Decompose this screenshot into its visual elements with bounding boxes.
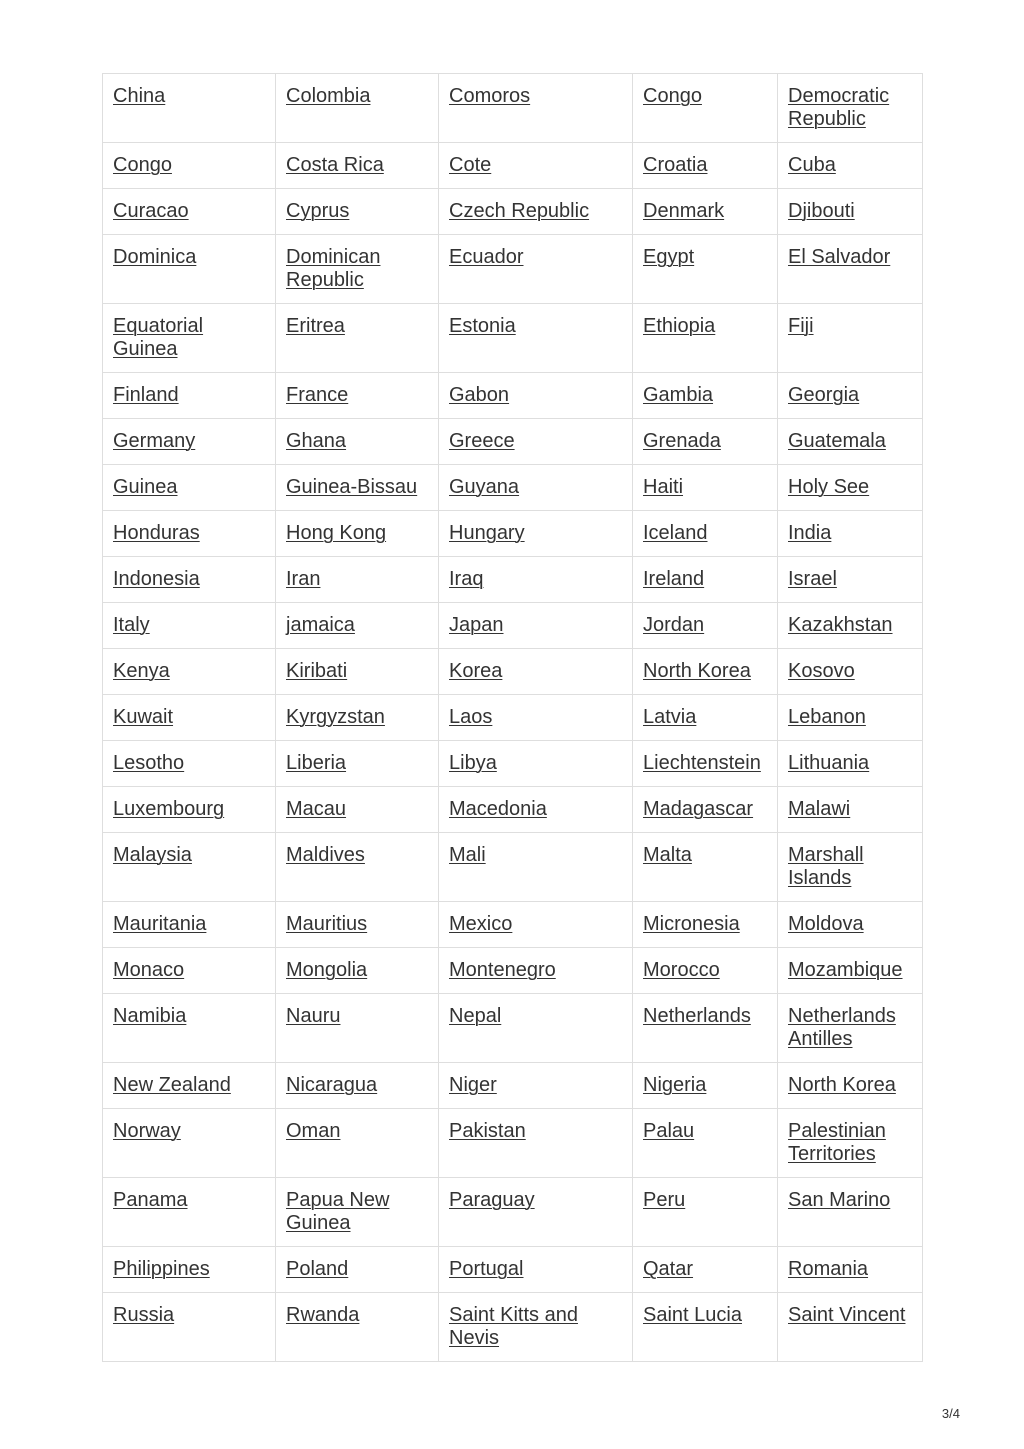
country-link[interactable]: Kyrgyzstan [286, 706, 385, 728]
table-row [103, 419, 923, 465]
country-link[interactable]: Iraq [449, 568, 484, 590]
table-row [103, 695, 923, 741]
country-link[interactable]: Palestinian Territories [788, 1120, 886, 1165]
table-cell [439, 235, 633, 304]
table-cell [439, 465, 633, 511]
country-link[interactable]: Niger [449, 1074, 497, 1096]
country-link[interactable]: Kenya [113, 660, 170, 682]
table-cell [276, 419, 439, 465]
table-cell [103, 373, 276, 419]
table-cell [778, 695, 923, 741]
country-link[interactable]: Rwanda [286, 1304, 360, 1326]
country-link[interactable]: Israel [788, 568, 837, 590]
country-link[interactable]: Kuwait [113, 706, 174, 728]
table-cell [103, 143, 276, 189]
table-row [103, 74, 923, 143]
table-cell [778, 1178, 923, 1247]
country-link[interactable]: Netherlands [643, 1005, 751, 1027]
country-link[interactable]: Qatar [643, 1258, 694, 1280]
country-link[interactable]: Hong Kong [286, 522, 387, 544]
table-cell [439, 994, 633, 1063]
table-cell [778, 833, 923, 902]
country-link[interactable]: Portugal [449, 1258, 524, 1280]
country-link[interactable]: Guyana [449, 476, 520, 498]
table-row [103, 304, 923, 373]
table-cell [276, 994, 439, 1063]
table-row [103, 1109, 923, 1178]
table-cell [276, 235, 439, 304]
table-cell [439, 1293, 633, 1362]
country-link[interactable]: Palau [643, 1120, 695, 1142]
table-cell [276, 143, 439, 189]
country-link[interactable]: jamaica [286, 614, 355, 636]
table-cell [778, 304, 923, 373]
table-row [103, 1178, 923, 1247]
table-cell [633, 419, 778, 465]
table-cell [778, 419, 923, 465]
table-cell [103, 1178, 276, 1247]
table-row [103, 741, 923, 787]
table-cell [276, 787, 439, 833]
table-cell [439, 695, 633, 741]
table-cell [778, 1109, 923, 1178]
country-link[interactable]: Malta [643, 844, 692, 866]
table-cell [439, 649, 633, 695]
country-link[interactable]: North Korea [643, 660, 751, 682]
table-cell [103, 948, 276, 994]
country-link[interactable]: Morocco [643, 959, 720, 981]
table-cell [633, 902, 778, 948]
country-link[interactable]: Greece [449, 430, 515, 452]
table-cell [103, 787, 276, 833]
country-link[interactable]: El Salvador [788, 246, 891, 268]
country-link[interactable]: Libya [449, 752, 497, 774]
country-link[interactable]: Guatemala [788, 430, 886, 452]
table-cell [778, 741, 923, 787]
country-link[interactable]: Saint Kitts and Nevis [449, 1304, 578, 1349]
country-link[interactable]: Gabon [449, 384, 510, 406]
table-cell [778, 1293, 923, 1362]
table-cell [103, 603, 276, 649]
table-cell [276, 1109, 439, 1178]
table-cell [633, 741, 778, 787]
table-cell [633, 1109, 778, 1178]
table-cell [439, 948, 633, 994]
country-link[interactable]: Monaco [113, 959, 185, 981]
country-link[interactable]: Maldives [286, 844, 365, 866]
country-link[interactable]: Lesotho [113, 752, 185, 774]
table-cell [276, 1247, 439, 1293]
table-row [103, 235, 923, 304]
table-cell [103, 994, 276, 1063]
table-row [103, 143, 923, 189]
table-cell [778, 557, 923, 603]
table-cell [276, 695, 439, 741]
country-link[interactable]: Liechtenstein [643, 752, 761, 774]
table-cell [778, 787, 923, 833]
country-link[interactable]: Croatia [643, 154, 708, 176]
table-cell [778, 994, 923, 1063]
country-link[interactable]: Paraguay [449, 1189, 535, 1211]
table-cell [439, 189, 633, 235]
table-cell [633, 143, 778, 189]
table-cell [103, 557, 276, 603]
table-cell [778, 902, 923, 948]
table-cell [276, 465, 439, 511]
table-cell [633, 511, 778, 557]
table-row [103, 833, 923, 902]
country-link[interactable]: Ecuador [449, 246, 524, 268]
country-link[interactable]: Cuba [788, 154, 836, 176]
table-cell [633, 994, 778, 1063]
country-link[interactable]: Finland [113, 384, 179, 406]
country-link[interactable]: Japan [449, 614, 504, 636]
table-cell [633, 1063, 778, 1109]
country-link[interactable]: Czech Republic [449, 200, 590, 222]
table-cell [778, 1247, 923, 1293]
country-link[interactable]: India [788, 522, 832, 544]
table-cell [633, 948, 778, 994]
table-cell [439, 787, 633, 833]
table-row [103, 1063, 923, 1109]
table-row [103, 1293, 923, 1362]
table-cell [276, 902, 439, 948]
country-link[interactable]: Papua New Guinea [286, 1189, 390, 1234]
table-cell [633, 695, 778, 741]
country-link[interactable]: Democratic Republic [788, 85, 890, 130]
country-link[interactable]: Nicaragua [286, 1074, 378, 1096]
country-link[interactable]: Equatorial Guinea [113, 315, 204, 360]
table-row [103, 373, 923, 419]
table-cell [276, 948, 439, 994]
table-cell [103, 511, 276, 557]
country-link[interactable]: Malawi [788, 798, 851, 820]
country-link[interactable]: Malaysia [113, 844, 192, 866]
country-link[interactable]: Ghana [286, 430, 347, 452]
table-cell [633, 1247, 778, 1293]
country-link[interactable]: Italy [113, 614, 150, 636]
table-cell [633, 235, 778, 304]
table-cell [439, 1247, 633, 1293]
table-cell [778, 603, 923, 649]
country-link[interactable]: Micronesia [643, 913, 740, 935]
country-link[interactable]: Jordan [643, 614, 705, 636]
table-cell [276, 189, 439, 235]
country-link[interactable]: Montenegro [449, 959, 556, 981]
country-link[interactable]: Nauru [286, 1005, 341, 1027]
country-link[interactable]: Latvia [643, 706, 697, 728]
country-link[interactable]: Pakistan [449, 1120, 526, 1142]
country-link[interactable]: Mozambique [788, 959, 903, 981]
country-link[interactable]: Mexico [449, 913, 513, 935]
country-link[interactable]: Mongolia [286, 959, 368, 981]
country-link[interactable]: Kosovo [788, 660, 855, 682]
table-cell [276, 373, 439, 419]
table-cell [633, 74, 778, 143]
table-cell [778, 373, 923, 419]
table-cell [439, 741, 633, 787]
table-cell [778, 189, 923, 235]
country-link[interactable]: Nigeria [643, 1074, 707, 1096]
table-cell [276, 1178, 439, 1247]
table-cell [103, 304, 276, 373]
table-cell [778, 235, 923, 304]
country-link[interactable]: Honduras [113, 522, 200, 544]
country-link[interactable]: Ireland [643, 568, 705, 590]
country-link[interactable]: Panama [113, 1189, 188, 1211]
table-cell [103, 741, 276, 787]
country-table [102, 73, 923, 1362]
table-cell [103, 419, 276, 465]
country-link[interactable]: Moldova [788, 913, 864, 935]
table-row [103, 948, 923, 994]
country-link[interactable]: Costa Rica [286, 154, 384, 176]
table-cell [633, 1178, 778, 1247]
country-link[interactable]: Kiribati [286, 660, 348, 682]
country-link[interactable]: San Marino [788, 1189, 891, 1211]
table-row [103, 1247, 923, 1293]
country-link[interactable]: Laos [449, 706, 493, 728]
table-cell [103, 1247, 276, 1293]
country-link[interactable]: Hungary [449, 522, 525, 544]
table-cell [633, 787, 778, 833]
table-cell [633, 304, 778, 373]
table-cell [778, 948, 923, 994]
table-cell [276, 833, 439, 902]
table-cell [276, 1293, 439, 1362]
table-cell [439, 419, 633, 465]
table-cell [103, 465, 276, 511]
table-cell [439, 603, 633, 649]
table-cell [633, 649, 778, 695]
table-row [103, 557, 923, 603]
country-link[interactable]: Indonesia [113, 568, 200, 590]
table-cell [633, 833, 778, 902]
country-link[interactable]: Saint Vincent [788, 1304, 906, 1326]
table-cell [633, 189, 778, 235]
table-cell [276, 511, 439, 557]
table-cell [439, 373, 633, 419]
table-cell [276, 741, 439, 787]
country-link[interactable]: Poland [286, 1258, 349, 1280]
table-cell [103, 74, 276, 143]
table-cell [633, 603, 778, 649]
country-link[interactable]: Germany [113, 430, 196, 452]
country-link[interactable]: Saint Lucia [643, 1304, 742, 1326]
country-link[interactable]: Dominican Republic [286, 246, 381, 291]
table-cell [103, 1063, 276, 1109]
country-link[interactable]: Netherlands Antilles [788, 1005, 896, 1050]
table-cell [633, 1293, 778, 1362]
table-cell [103, 1109, 276, 1178]
table-cell [276, 603, 439, 649]
table-cell [103, 189, 276, 235]
country-link[interactable]: Fiji [788, 315, 814, 337]
country-link[interactable]: Iceland [643, 522, 708, 544]
country-link[interactable]: Macedonia [449, 798, 547, 820]
country-link[interactable]: Namibia [113, 1005, 187, 1027]
country-link[interactable]: Norway [113, 1120, 181, 1142]
table-cell [778, 511, 923, 557]
table-cell [276, 557, 439, 603]
table-cell [778, 74, 923, 143]
country-link[interactable]: Luxembourg [113, 798, 225, 820]
country-link[interactable]: Lithuania [788, 752, 870, 774]
country-link[interactable]: Marshall Islands [788, 844, 864, 889]
country-link[interactable]: Nepal [449, 1005, 502, 1027]
country-link[interactable]: North Korea [788, 1074, 896, 1096]
table-cell [439, 1063, 633, 1109]
country-link[interactable]: Comoros [449, 85, 531, 107]
country-link[interactable]: Peru [643, 1189, 686, 1211]
table-cell [103, 833, 276, 902]
table-row [103, 465, 923, 511]
country-link[interactable]: Russia [113, 1304, 175, 1326]
table-cell [103, 1293, 276, 1362]
country-link[interactable]: Madagascar [643, 798, 754, 820]
table-cell [633, 465, 778, 511]
table-cell [276, 304, 439, 373]
country-link[interactable]: New Zealand [113, 1074, 231, 1096]
table-cell [439, 1178, 633, 1247]
table-row [103, 189, 923, 235]
table-cell [103, 235, 276, 304]
table-cell [633, 373, 778, 419]
country-link[interactable]: Liberia [286, 752, 347, 774]
country-link[interactable]: Iran [286, 568, 321, 590]
table-cell [103, 695, 276, 741]
table-row [103, 649, 923, 695]
country-link[interactable]: Djibouti [788, 200, 855, 222]
country-link[interactable]: Guinea-Bissau [286, 476, 418, 498]
page-number: 3/4 [941, 1406, 960, 1421]
country-link[interactable]: Congo [643, 85, 702, 107]
country-link[interactable]: Kazakhstan [788, 614, 893, 636]
country-link[interactable]: Ethiopia [643, 315, 716, 337]
table-row [103, 603, 923, 649]
table-cell [439, 143, 633, 189]
table-cell [276, 649, 439, 695]
country-link[interactable]: Dominica [113, 246, 197, 268]
table-row [103, 994, 923, 1063]
table-row [103, 511, 923, 557]
country-link[interactable]: Mali [449, 844, 486, 866]
table-cell [778, 143, 923, 189]
country-link[interactable]: Haiti [643, 476, 684, 498]
table-cell [439, 74, 633, 143]
table-cell [633, 557, 778, 603]
country-link[interactable]: Holy See [788, 476, 870, 498]
country-link[interactable]: Eritrea [286, 315, 345, 337]
country-link[interactable]: Cyprus [286, 200, 350, 222]
table-cell [103, 902, 276, 948]
table-cell [276, 74, 439, 143]
country-link[interactable]: Estonia [449, 315, 516, 337]
country-link[interactable]: Romania [788, 1258, 869, 1280]
country-link[interactable]: Cote [449, 154, 492, 176]
country-link[interactable]: Egypt [643, 246, 695, 268]
table-cell [439, 902, 633, 948]
country-link[interactable]: Grenada [643, 430, 721, 452]
country-link[interactable]: China [113, 85, 166, 107]
country-link[interactable]: Mauritius [286, 913, 368, 935]
table-row [103, 902, 923, 948]
table-cell [276, 1063, 439, 1109]
table-cell [778, 465, 923, 511]
country-link[interactable]: Congo [113, 154, 172, 176]
country-link[interactable]: Gambia [643, 384, 714, 406]
country-link[interactable]: France [286, 384, 349, 406]
table-cell [103, 649, 276, 695]
country-link[interactable]: Colombia [286, 85, 371, 107]
country-link[interactable]: Korea [449, 660, 503, 682]
country-link[interactable]: Guinea [113, 476, 178, 498]
country-link[interactable]: Mauritania [113, 913, 207, 935]
country-link[interactable]: Georgia [788, 384, 860, 406]
table-cell [778, 649, 923, 695]
country-link[interactable]: Curacao [113, 200, 189, 222]
country-link[interactable]: Oman [286, 1120, 341, 1142]
country-table-body [103, 74, 923, 1362]
country-link[interactable]: Denmark [643, 200, 725, 222]
table-row [103, 787, 923, 833]
table-cell [439, 511, 633, 557]
country-link[interactable]: Lebanon [788, 706, 866, 728]
table-cell [778, 1063, 923, 1109]
table-cell [439, 557, 633, 603]
country-link[interactable]: Philippines [113, 1258, 210, 1280]
table-cell [439, 1109, 633, 1178]
country-link[interactable]: Macau [286, 798, 347, 820]
table-cell [439, 304, 633, 373]
table-cell [439, 833, 633, 902]
